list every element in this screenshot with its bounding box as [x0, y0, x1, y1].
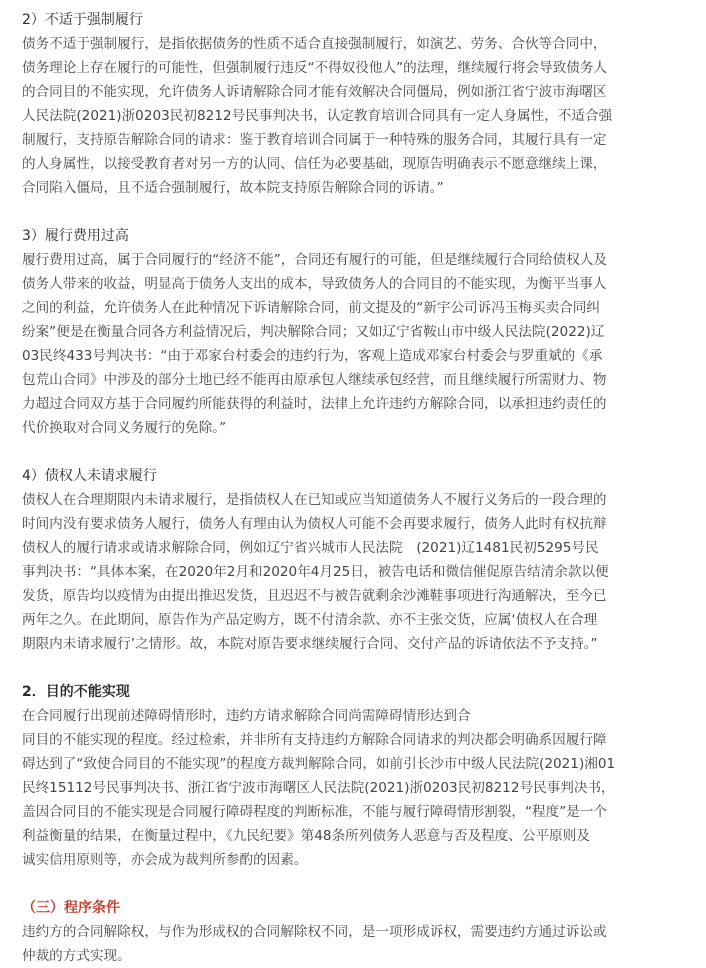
spacer: [0, 440, 706, 464]
paragraph-line: 合同陷入僵局，且不适合强制履行，故本院支持原告解除合同的诉请。”: [22, 180, 444, 196]
section-not-suitable-enforcement: [0, 8, 706, 200]
paragraph-line: 时间内没有要求债务人履行，债务人有理由认为债权人可能不会再要求履行，债务人此时有权抗辩: [22, 516, 607, 532]
section-heading: 2）不适于强制履行: [22, 12, 143, 28]
paragraph-line: 03民终433号判决书：“由于邓家台村委会的违约行为，客观上造成邓家台村委会与罗重斌的《承: [22, 348, 603, 364]
paragraph-line: 利益衡量的结果，在衡量过程中，《九民纪要》第48条所列债务人恶意与否及程度、公平原则及: [22, 828, 590, 844]
paragraph-line: 包荒山合同》中涉及的部分土地已经不能再由原承包人继续承包经营，而且继续履行所需财力、物: [22, 372, 607, 388]
paragraph-line: 债权人的履行请求或请求解除合同，例如辽宁省兴城市人民法院 (2021)辽1481民初5295号民: [22, 540, 599, 556]
section-paragraph: [0, 248, 706, 440]
paragraph-line: 违约方的合同解除权，与作为形成权的合同解除权不同，是一项形成诉权，需要违约方通过诉讼或: [22, 924, 607, 940]
section-purpose-unattainable: [0, 680, 706, 872]
paragraph-line: 纷案”便是在衡量合同各方利益情况后，判决解除合同；又如辽宁省鞍山市中级人民法院(2022)辽: [22, 324, 605, 340]
paragraph-line: 两年之久。在此期间，原告作为产品定购方，既不付清余款、亦不主张交货，应属‘债权人在合理: [22, 612, 598, 628]
paragraph-line: 期限内未请求履行’之情形。故，本院对原告要求继续履行合同、交付产品的诉请依法不予支持。”: [22, 636, 598, 652]
paragraph-line: 发货，原告均以疫情为由提出推迟发货，且迟迟不与被告就剩余沙滩鞋事项进行沟通解决，至今已: [22, 588, 607, 604]
section-heading: 4）债权人未请求履行: [22, 468, 157, 484]
paragraph-line: 仲裁的方式实现。: [22, 948, 131, 964]
paragraph-line: 在合同履行出现前述障碍情形时，违约方请求解除合同尚需障碍情形达到合: [22, 708, 471, 724]
paragraph-line: 的合同目的不能实现，允许债务人诉请解除合同才能有效解决合同僵局，例如浙江省宁波市海曙区: [22, 84, 607, 100]
section-heading: （三）程序条件: [22, 900, 120, 916]
section-excessive-cost: [0, 224, 706, 440]
section-paragraph: [0, 704, 706, 872]
section-heading: 2．目的不能实现: [22, 684, 130, 700]
section-procedural-conditions: [0, 896, 706, 968]
paragraph-line: 债务理论上存在履行的可能性，但强制履行违反“不得奴役他人”的法理，继续履行将会导致债务人: [22, 60, 608, 76]
paragraph-line: 之间的利益，允许债务人在此种情况下诉请解除合同，前文提及的“新宇公司诉冯玉梅买卖合同纠: [22, 300, 600, 316]
paragraph-line: 的人身属性，以接受教育者对另一方的认同、信任为必要基础，现原告明确表示不愿意继续上课，: [22, 156, 607, 172]
paragraph-line: 履行费用过高，属于合同履行的“经济不能”，合同还有履行的可能，但是继续履行合同给债权人及: [22, 252, 608, 268]
paragraph-line: 事判决书：“具体本案，在2020年2月和2020年4月25日，被告电话和微信催促原告结清余款以便: [22, 564, 609, 580]
paragraph-line: 诚实信用原则等，亦会成为裁判所参酌的因素。: [22, 852, 308, 868]
spacer: [0, 872, 706, 896]
section-creditor-no-request: [0, 464, 706, 656]
paragraph-line: 债务人带来的收益，明显高于债务人支出的成本，导致债务人的合同目的不能实现，为衡平当事人: [22, 276, 607, 292]
paragraph-line: 制履行，支持原告解除合同的请求：鉴于教育培训合同属于一种特殊的服务合同，其履行具有一定: [22, 132, 607, 148]
spacer: [0, 200, 706, 224]
paragraph-line: 同目的不能实现的程度。经过检索，并非所有支持违约方解除合同请求的判决都会明确系因履行障: [22, 732, 607, 748]
paragraph-line: 人民法院(2021)浙0203民初8212号民事判决书，认定教育培训合同具有一定人身属性，不适合强: [22, 108, 613, 124]
paragraph-line: 碍达到了“致使合同目的不能实现”的程度方裁判解除合同，如前引长沙市中级人民法院(2021)湘01: [22, 756, 616, 772]
paragraph-line: 债务不适于强制履行，是指依据债务的性质不适合直接强制履行，如演艺、劳务、合伙等合同中，: [22, 36, 607, 52]
paragraph-line: 代价换取对合同义务履行的免除。”: [22, 420, 227, 436]
section-paragraph: [0, 488, 706, 656]
spacer: [0, 656, 706, 680]
paragraph-line: 民终15112号民事判决书、浙江省宁波市海曙区人民法院(2021)浙0203民初8212号民事判决书，: [22, 780, 615, 796]
section-heading: 3）履行费用过高: [22, 228, 129, 244]
paragraph-line: 力超过合同双方基于合同履约所能获得的利益时，法律上允许违约方解除合同，以承担违约责任的: [22, 396, 607, 412]
section-paragraph: [0, 32, 706, 200]
section-paragraph: [0, 920, 706, 968]
paragraph-line: 债权人在合理期限内未请求履行，是指债权人在已知或应当知道债务人不履行义务后的一段合理的: [22, 492, 607, 508]
paragraph-line: 盖因合同目的不能实现是合同履行障碍程度的判断标准，不能与履行障碍情形割裂，“程度”是一个: [22, 804, 608, 820]
